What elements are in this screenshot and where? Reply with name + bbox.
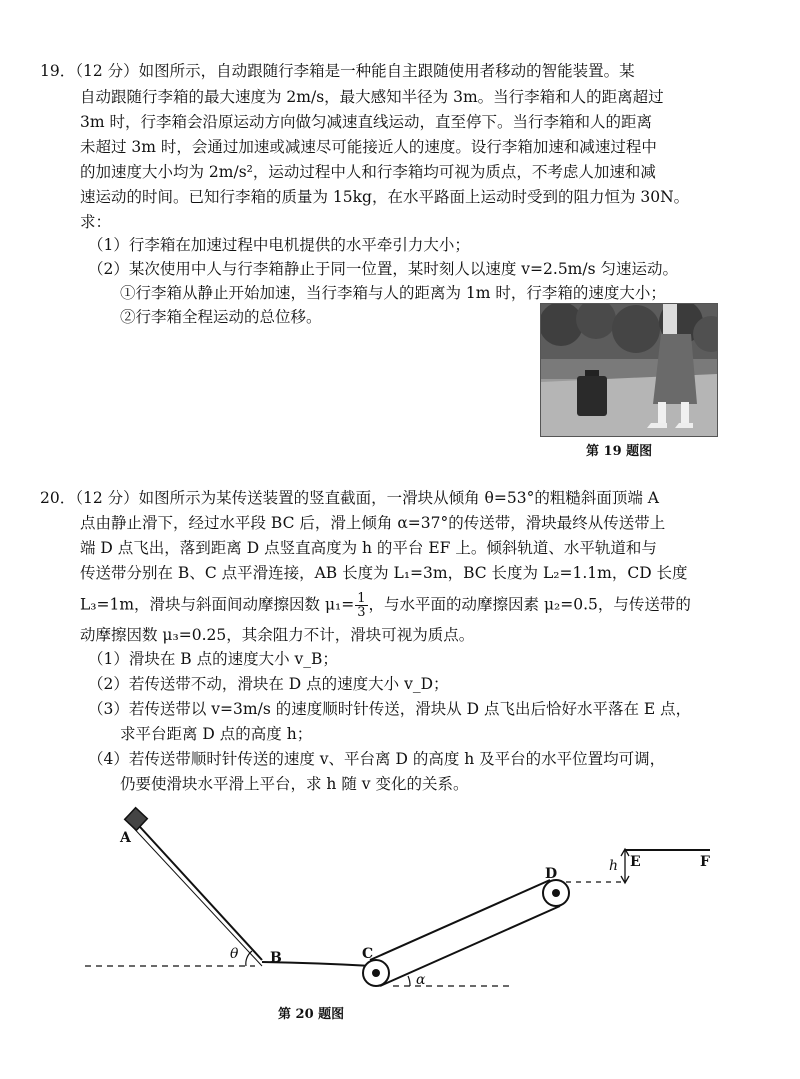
q20-figure [0,800,800,1030]
q20-line-4: 传送带分别在 B、C 点平滑连接，AB 长度为 L₁=3m，BC 长度为 L₂=1.1m，CD 长度 [80,564,688,582]
slider-block [125,808,148,831]
pulley-c-axle [372,969,380,977]
label-b: B [270,950,282,966]
q20-figure-caption: 第 20 题图 [278,1007,345,1022]
q20-sub-3b: 求平台距离 D 点的高度 h； [120,725,313,743]
q20-sub-1: （1）滑块在 B 点的速度大小 v_B； [88,650,338,668]
q20-line-1: 20．（12 分）如图所示为某传送装置的竖直截面，一滑块从倾角 θ=53°的粗糙斜面顶端 A [40,489,659,507]
q19-line-7: 求： [80,213,112,231]
alpha-arc [408,976,410,986]
label-theta: θ [230,946,239,962]
q19-line-1: 19．（12 分）如图所示，自动跟随行李箱是一种能自主跟随使用者移动的智能装置。某 [40,62,635,80]
q20-line-2: 点由静止滑下，经过水平段 BC 后，滑上倾角 α=37°的传送带，滑块最终从传送带上 [80,514,666,532]
q19-line-3: 3m 时，行李箱会沿原运动方向做匀减速直线运动，直至停下。当行李箱和人的距离 [80,113,652,131]
q19-sub-2a: ①行李箱从静止开始加速，当行李箱与人的距离为 1m 时，行李箱的速度大小； [120,284,666,302]
q19-figure-caption: 第 19 题图 [586,444,653,459]
incline-ab [130,816,262,960]
label-e: E [630,854,641,870]
q20-sub-2: （2）若传送带不动，滑块在 D 点的速度大小 v_D； [88,675,449,693]
q20-line-3: 端 D 点飞出，落到距离 D 点竖直高度为 h 的平台 EF 上。倾斜轨道、水平轨道和与 [80,539,657,557]
label-c: C [362,946,374,962]
label-d: D [545,866,558,882]
mu1-fraction [355,592,367,619]
q20-sub-3: （3）若传送带以 v=3m/s 的速度顺时针传送，滑块从 D 点飞出后恰好水平落在 E 点， [88,700,692,718]
q19-line-6: 速运动的时间。已知行李箱的质量为 15kg，在水平路面上运动时受到的阻力恒为 30N。 [80,188,690,206]
pulley-d-axle [552,889,560,897]
theta-arc [246,951,252,966]
q19-sub-2: （2）某次使用中人与行李箱静止于同一位置，某时刻人以速度 v=2.5m/s 匀速运动。 [88,260,678,278]
q20-sub-4b: 仍要使滑块水平滑上平台，求 h 随 v 变化的关系。 [120,775,469,793]
q20-sub-4: （4）若传送带顺时针传送的速度 v、平台离 D 的高度 h 及平台的水平位置均可调， [88,750,666,768]
belt-bottom [380,906,560,986]
q19-line-2: 自动跟随行李箱的最大速度为 2m/s，最大感知半径为 3m。当行李箱和人的距离超过 [80,88,664,106]
label-h: h [609,858,619,874]
mu1-denominator: 3 [357,605,366,620]
q20-line-5-pre: L₃=1m，滑块与斜面间动摩擦因数 μ₁= [80,595,355,614]
label-alpha: α [416,972,426,988]
q20-line-5 [80,592,691,619]
q19-line-5: 的加速度大小均为 2m/s²，运动过程中人和行李箱均可视为质点，不考虑人加速和减 [80,163,656,181]
luggage-photo [540,303,718,437]
q20-line-6: 动摩擦因数 μ₃=0.25，其余阻力不计，滑块可视为质点。 [80,626,475,644]
label-a: A [120,830,131,846]
q19-sub-2b: ②行李箱全程运动的总位移。 [120,308,322,326]
q19-sub-1: （1）行李箱在加速过程中电机提供的水平牵引力大小； [88,236,470,254]
luggage-photo-art [541,304,717,436]
incline-ab-edge [128,822,262,966]
q19-line-4: 未超过 3m 时，会通过加速或减速尽可能接近人的速度。设行李箱加速和减速过程中 [80,138,657,156]
label-f: F [700,854,710,870]
q20-line-5-post: ，与水平面的动摩擦因素 μ₂=0.5，与传送带的 [368,595,691,614]
belt-top [370,880,550,960]
mu1-numerator: 1 [357,591,366,606]
